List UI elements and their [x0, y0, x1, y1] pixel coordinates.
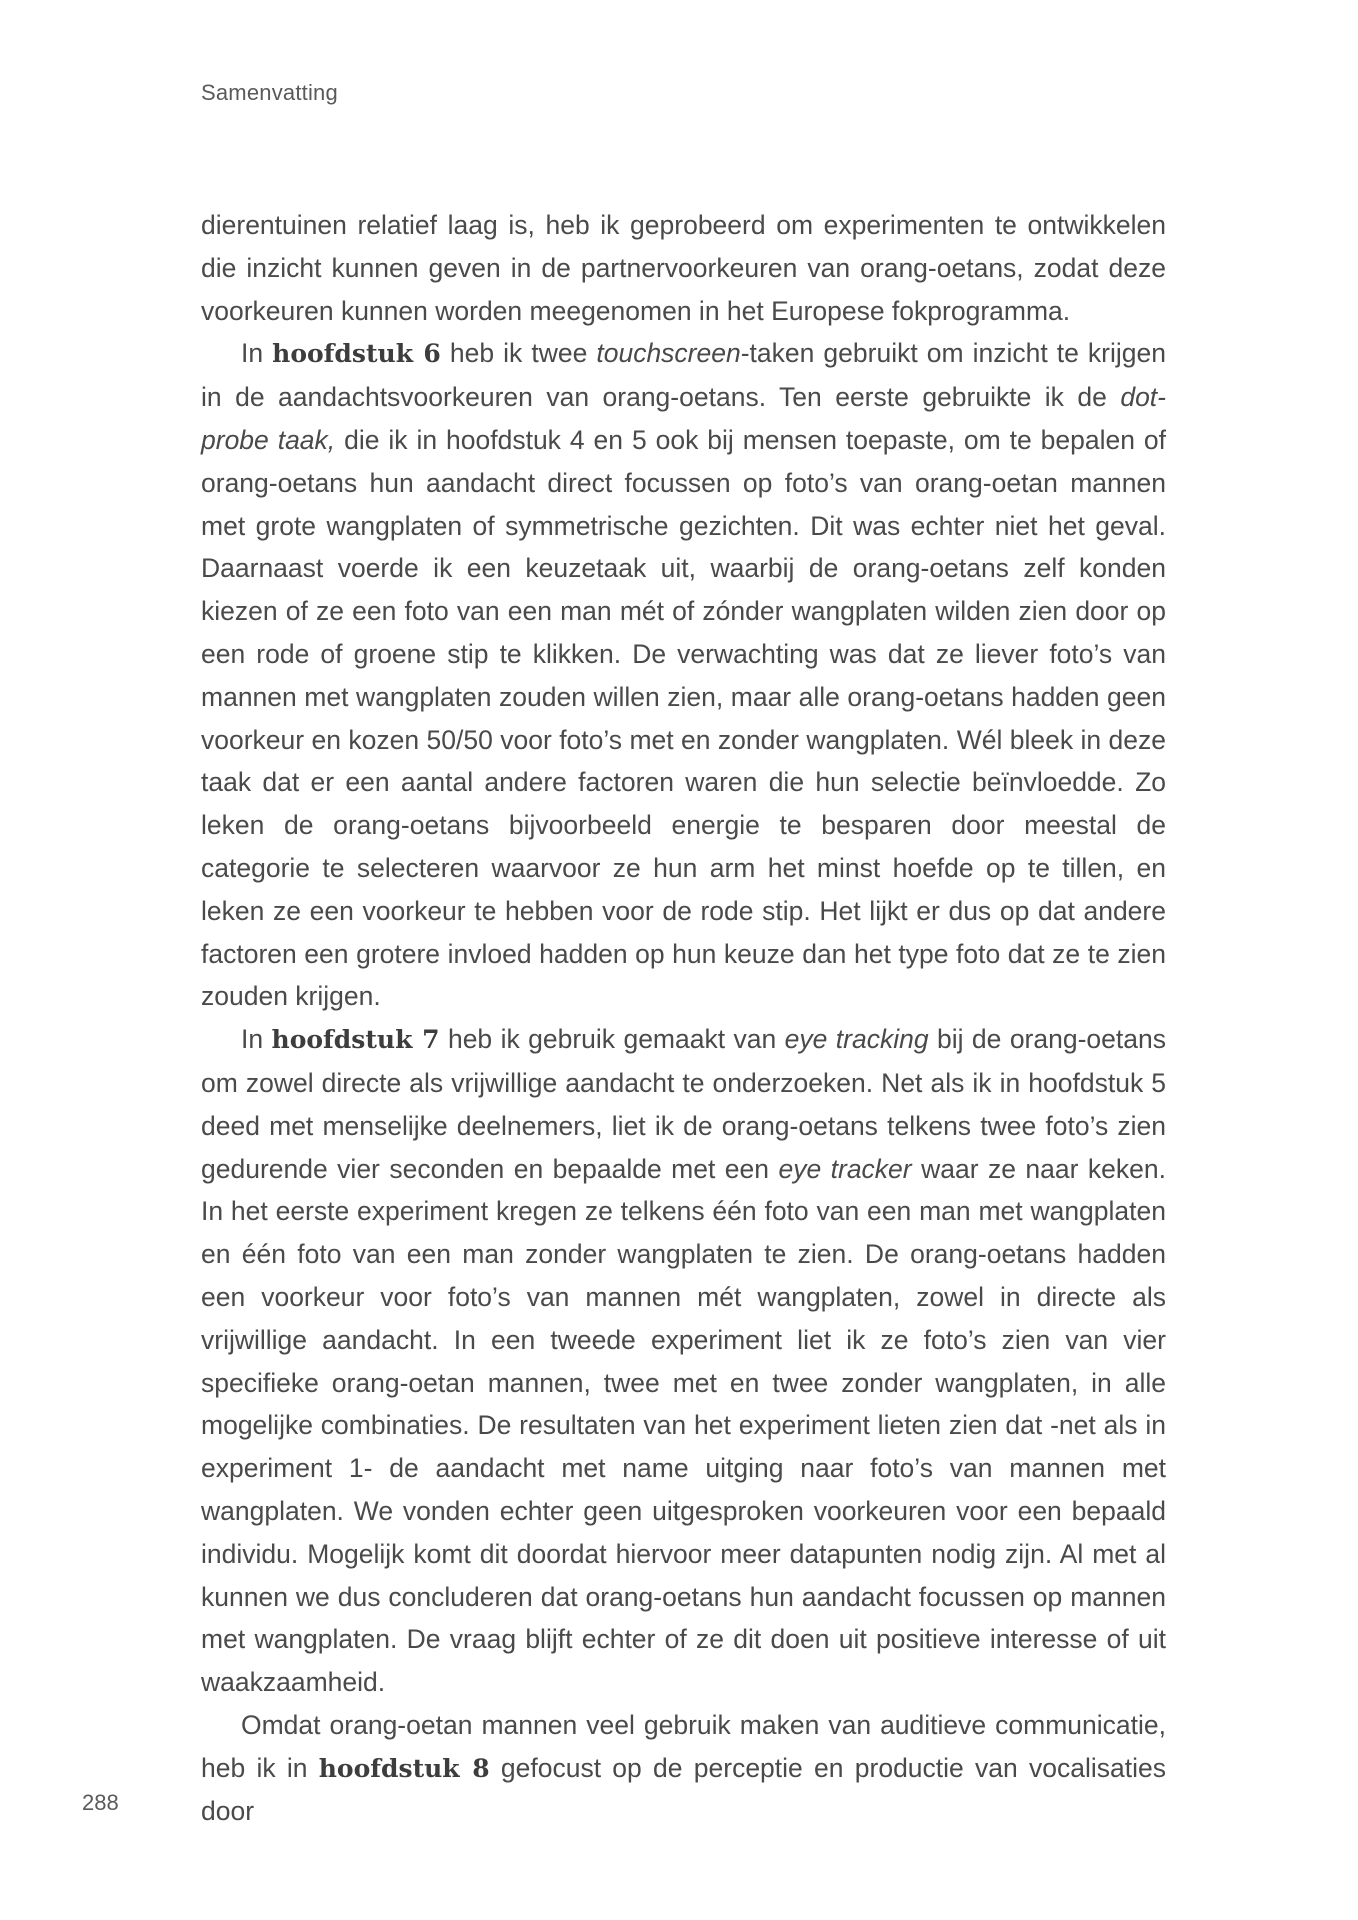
text-run: heb ik gebruik gemaakt van — [439, 1024, 785, 1055]
italic-term: eye tracker — [778, 1153, 912, 1184]
text-run: -taken gebruikt om inzicht te krijgen in de aandachtsvoorkeuren van orang-oetans. Ten eerste gebruikte ik de — [201, 338, 1166, 413]
paragraph-1-text: dierentuinen relatief laag is, heb ik geprobeerd om experimenten te ontwikkelen die inzicht kunnen geven in de partnervoorkeuren van orang-oetans, zodat deze voorkeuren kunnen worden meegenomen in het Europese fokprogramma. — [201, 210, 1166, 326]
running-head: Samenvatting — [201, 80, 338, 105]
text-run: gefocust op de perceptie en productie van vocalisaties door — [201, 1752, 1166, 1827]
paragraph-4 — [201, 1704, 1166, 1833]
text-run: In — [241, 338, 273, 369]
body-text — [201, 204, 1166, 1833]
chapter-reference: hoofdstuk 7 — [271, 1025, 440, 1055]
text-run: heb ik twee — [440, 338, 597, 369]
text-run: In — [241, 1024, 272, 1055]
chapter-reference: hoofdstuk 8 — [318, 1753, 490, 1783]
chapter-reference: hoofdstuk 6 — [272, 339, 441, 369]
italic-term: eye tracking — [784, 1024, 929, 1055]
text-run: waar ze naar keken. In het eerste experiment kregen ze telkens één foto van een man met wangplaten en één foto van een man zonder wangplaten te zien. De orang-oetans hadden een voorkeur voor foto’s van mannen mét wangplaten, zowel in directe als vrijwillige aandacht. In een tweede experiment liet ik ze foto’s zien van vier specifieke orang-oetan mannen, twee met en twee zonder wangplaten, in alle mogelijke combinaties. De resultaten van het experiment lieten zien dat -net als in experiment 1- de aandacht met name uitging naar foto’s van mannen met wangplaten. We vonden echter geen uitgesproken voorkeuren voor een bepaald individu. Mogelijk komt dit doordat hiervoor meer datapunten nodig zijn. Al met al kunnen we dus concluderen dat orang-oetans hun aandacht focussen op mannen met wangplaten. De vraag blijft echter of ze dit doen uit positieve interesse of uit waakzaamheid. — [201, 1153, 1166, 1698]
text-run: die ik in hoofdstuk 4 en 5 ook bij mensen toepaste, om te bepalen of orang-oetans hun aandacht direct focussen op foto’s van orang-oetan mannen met grote wangplaten of symmetrische gezichten. Dit was echter niet het geval. Daarnaast voerde ik een keuzetaak uit, waarbij de orang-oetans zelf konden kiezen of ze een foto van een man mét of zónder wangplaten wilden zien door op een rode of groene stip te klikken. De verwachting was dat ze liever foto’s van mannen met wangplaten zouden willen zien, maar alle orang-oetans hadden geen voorkeur en kozen 50/50 voor foto’s met en zonder wangplaten. Wél bleek in deze taak dat er een aantal andere factoren waren die hun selectie beïnvloedde. Zo leken de orang-oetans bijvoorbeeld energie te besparen door meestal de categorie te selecteren waarvoor ze hun arm het minst hoefde op te tillen, en leken ze een voorkeur te hebben voor de rode stip. Het lijkt er dus op dat andere factoren een grotere invloed hadden op hun keuze dan het type foto dat ze te zien zouden krijgen. — [201, 424, 1167, 1012]
paragraph-3 — [201, 1018, 1166, 1704]
text-run: bij de orang-oetans om zowel directe als vrijwillige aandacht te onderzoeken. Net als ik in hoofdstuk 5 deed met menselijke deelnemers, liet ik de orang-oetans telkens twee foto’s zien gedurende vier seconden en bepaalde met een — [201, 1024, 1166, 1184]
paragraph-2 — [201, 332, 1166, 1018]
italic-term: dot-probe taak, — [201, 382, 1166, 455]
page-number: 288 — [82, 1790, 119, 1815]
paragraph-1 — [201, 204, 1166, 332]
text-run: Omdat orang-oetan mannen veel gebruik maken van auditieve communicatie, heb ik in — [201, 1709, 1166, 1783]
italic-term: touchscreen — [596, 338, 741, 369]
